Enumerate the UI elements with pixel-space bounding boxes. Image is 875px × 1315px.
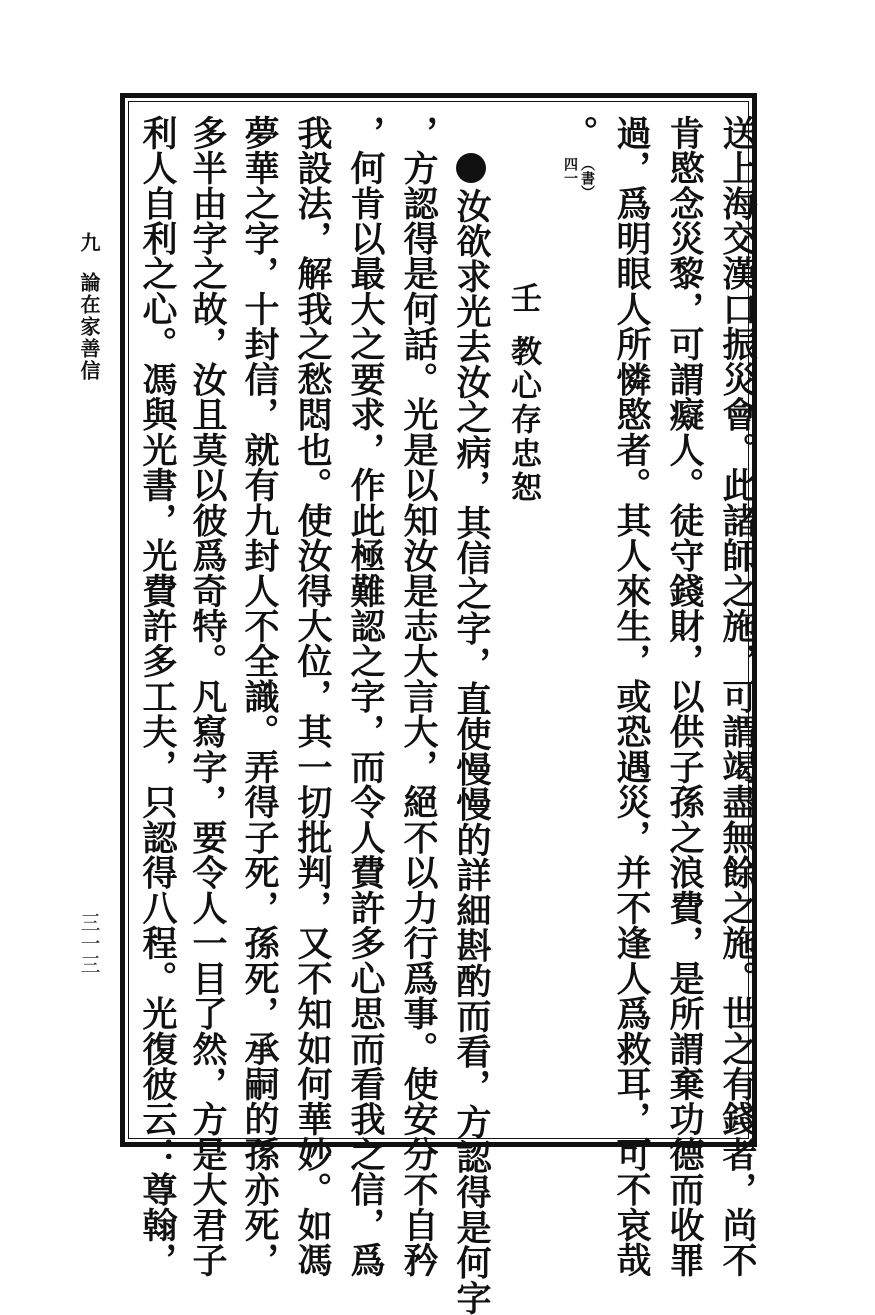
text-column: 過，爲明眼人所憐愍者。其人來生，或恐遇災，并不逢人爲救耳，可不哀哉 bbox=[611, 115, 652, 1278]
page-number: 三一三 bbox=[77, 912, 101, 975]
bullet-icon bbox=[456, 153, 486, 183]
text-column: 利人自利之心。馮與光書，光費許多工夫，只認得八程。光復彼云：尊翰， bbox=[137, 115, 178, 1278]
section-number: 壬 bbox=[505, 282, 541, 316]
source-note-bracket: （書） bbox=[579, 157, 595, 199]
text-column: 多半由字之故，汝且莫以彼爲奇特。凡寫字，要令人一目了然，方是大君子 bbox=[187, 115, 228, 1278]
text-column: 肯愍念災黎，可謂癡人。徒守錢財，以供子孫之浪費，是所謂棄功德而收罪 bbox=[664, 115, 705, 1278]
text-column: ，方認得是何話。光是以知汝是志大言大，絕不以力行爲事。使安分不自矜 bbox=[398, 115, 439, 1278]
text-column: 送上海交漢口振災會。此諸師之施，可謂竭盡無餘之施。世之有錢者，尚不 bbox=[717, 115, 758, 1278]
text-column: 夢華之字，十封信，就有九封人不全識。弄得子死，孫死，承嗣的孫亦死， bbox=[239, 115, 280, 1278]
section-title: 教心存忠恕 bbox=[505, 335, 541, 505]
text-column: ，何肯以最大之要求，作此極難認之字，而令人費許多心思而看我之信，爲 bbox=[345, 115, 386, 1278]
text-column: 汝欲求光去汝之病，其信之字，直使慢慢的詳細斟酌而看，方認得是何字 bbox=[451, 188, 492, 1315]
chapter-title: 論在家善信 bbox=[77, 272, 101, 382]
source-note-number: 四一 bbox=[562, 157, 578, 185]
text-column: 。 bbox=[558, 115, 599, 151]
text-column: 我設法，解我之愁悶也。使汝得大位，其一切批判，又不知如何華妙。如馮 bbox=[292, 115, 333, 1278]
chapter-number: 九 bbox=[77, 232, 101, 254]
